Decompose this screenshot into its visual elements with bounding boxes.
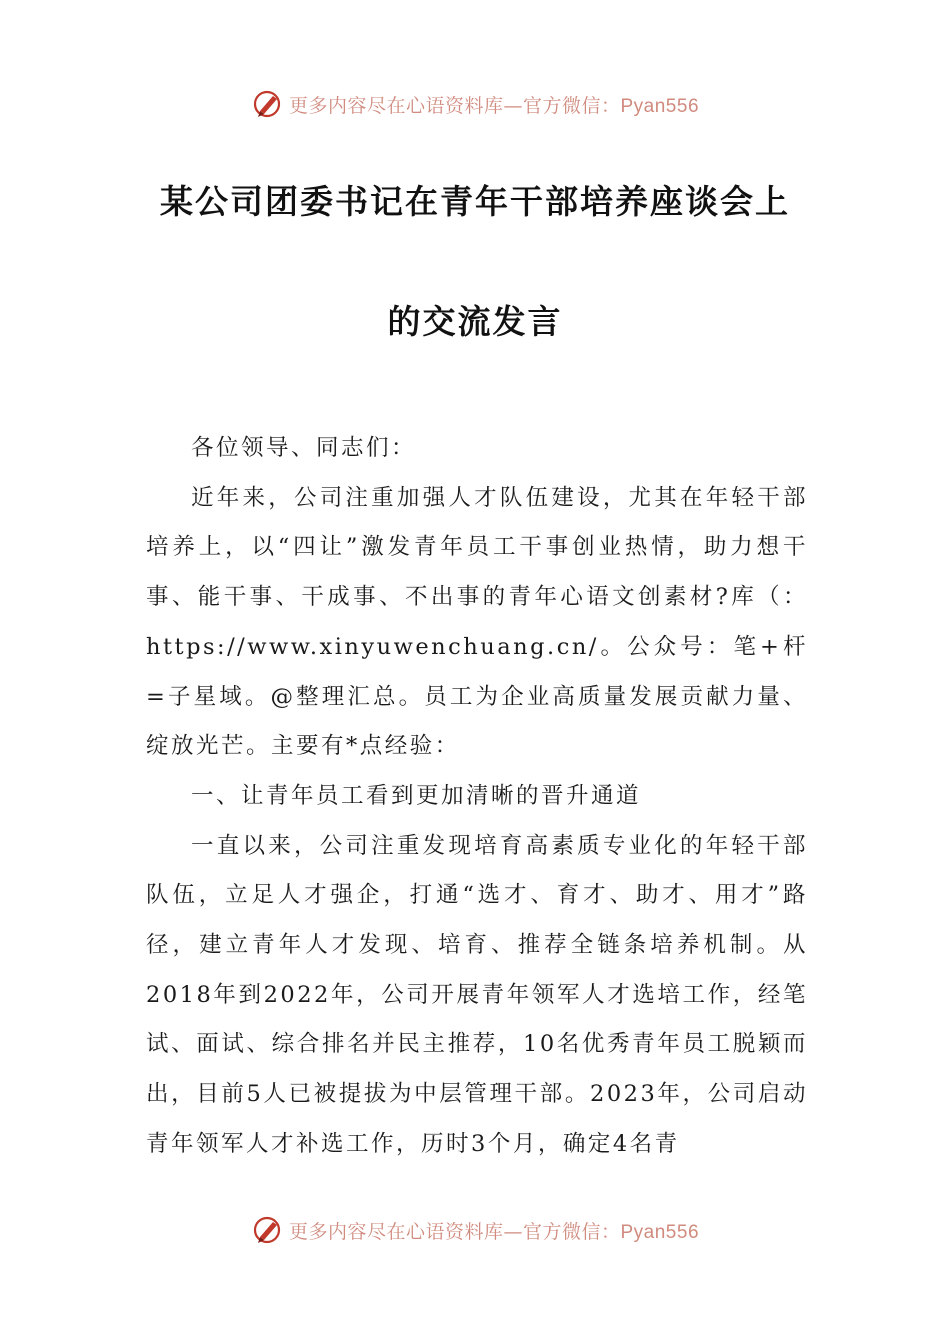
- wechat-id: Pyan556: [620, 1221, 700, 1243]
- header-watermark-banner: [0, 84, 950, 124]
- banner-text: 更多内容尽在心语资料库—官方微信：Pyan556: [288, 1220, 700, 1243]
- document-body: [146, 424, 808, 1170]
- document-title-line-2: 的交流发言: [387, 302, 563, 341]
- document-title-line-1: 某公司团委书记在青年干部培养座谈会上: [160, 182, 790, 221]
- greeting: 各位领导、同志们：: [191, 435, 417, 461]
- paragraph-intro: 近年来，公司注重加强人才队伍建设，尤其在年轻干部培养上，以“四让”激发青年员工干事创业热情，助力想干事、能干事、干成事、不出事的青年心语文创素材?库（：https://www.xinyuwenchuang.cn/。公众号：笔+杆=子星域。@整理汇总。员工为企业高质量发展贡献力量、绽放光芒。主要有*点经验：: [146, 484, 808, 760]
- wechat-id: Pyan556: [620, 95, 700, 117]
- footer-watermark-banner: [0, 1210, 950, 1250]
- section-heading-1: 一、让青年员工看到更加清晰的晋升通道: [191, 782, 642, 809]
- paragraph-section-1: 一直以来，公司注重发现培育高素质专业化的年轻干部队伍，立足人才强企，打通“选才、育才、助才、用才”路径，建立青年人才发现、培育、推荐全链条培养机制。从2018年到2022年，公司开展青年领军人才选培工作，经笔试、面试、综合排名并民主推荐，10名优秀青年员工脱颖而出，目前5人已被提拔为中层管理干部。2023年，公司启动青年领军人才补选工作，历时3个月，确定4名青: [146, 832, 808, 1157]
- pen-logo-icon: [251, 1213, 285, 1247]
- banner-text: 更多内容尽在心语资料库—官方微信：Pyan556: [288, 94, 700, 117]
- pen-logo-icon: [251, 87, 285, 121]
